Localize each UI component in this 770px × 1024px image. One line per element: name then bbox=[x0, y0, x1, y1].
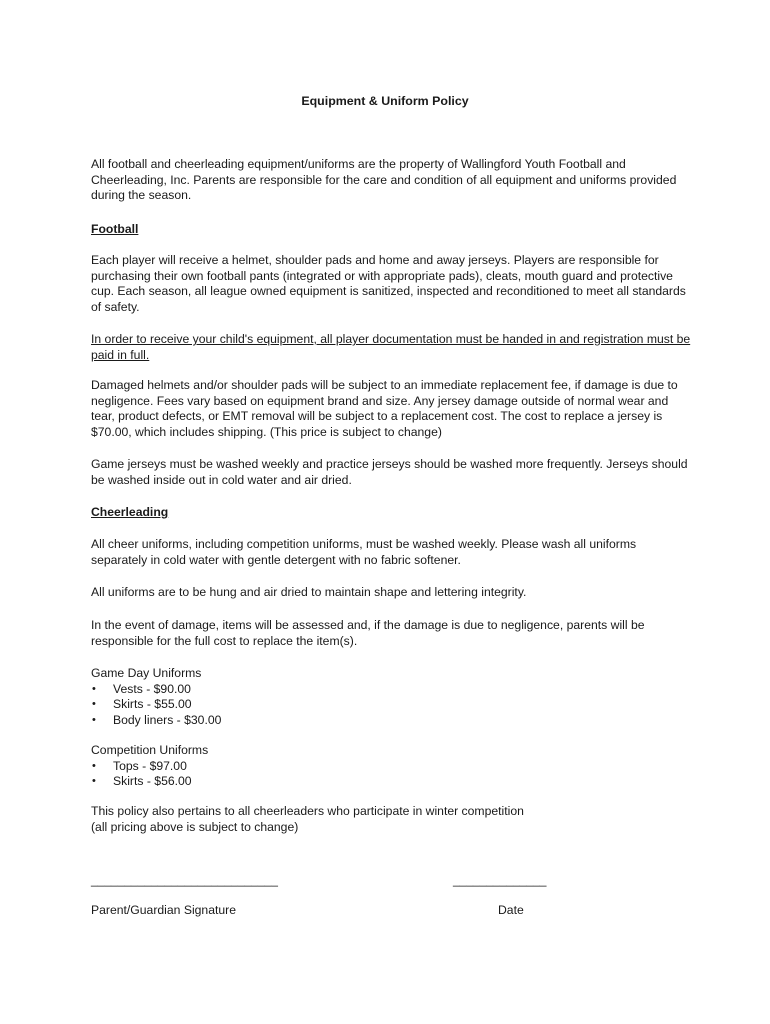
cheer-paragraph-washing: All cheer uniforms, including competition uniforms, must be washed weekly. Please wash all uniforms separately in cold water with gentle detergent with no fabric softener. bbox=[91, 537, 637, 567]
cheer-paragraph-drying: All uniforms are to be hung and air dried to maintain shape and lettering integrity. bbox=[91, 585, 527, 599]
date-label: Date bbox=[498, 903, 524, 917]
football-paragraph-equipment: Each player will receive a helmet, shoulder pads and home and away jerseys. Players are responsible for purchasing their own football pants (integrated or with appropriate pads), cleats, mouth guard and protective cup. Each season, all league owned equipment is sanitized, inspected and reconditioned to meet all standards of safety. bbox=[91, 253, 686, 314]
football-paragraph-documentation: In order to receive your child's equipment, all player documentation must be handed in and registration must be paid in full. bbox=[91, 332, 691, 362]
list-item: • Skirts - $55.00 bbox=[92, 697, 192, 711]
bullet-icon: • bbox=[92, 698, 96, 710]
winter-competition-note bbox=[91, 804, 691, 835]
list-item: • Vests - $90.00 bbox=[92, 681, 191, 696]
game-day-uniforms-label: Game Day Uniforms bbox=[91, 666, 202, 680]
intro-paragraph: All football and cheerleading equipment/uniforms are the property of Wallingford Youth Football and Cheerleading, Inc. Parents are responsible for the care and condition of all equipment and uniforms provided during the season. bbox=[91, 157, 677, 202]
bullet-icon: • bbox=[92, 759, 96, 772]
competition-uniforms-label: Competition Uniforms bbox=[91, 743, 209, 757]
competition-uniforms-section bbox=[91, 743, 691, 790]
football-paragraph-washing: Game jerseys must be washed weekly and practice jerseys should be washed more frequently. Jerseys should be washed inside out in cold water and air dried. bbox=[91, 457, 688, 487]
cheer-paragraph-damage: In the event of damage, items will be assessed and, if the damage is due to negligence, parents will be responsible for the full cost to replace the item(s). bbox=[91, 618, 645, 648]
parent-signature-label: Parent/Guardian Signature bbox=[91, 903, 236, 917]
list-item: • Tops - $97.00 bbox=[92, 758, 187, 773]
date-signature-line[interactable]: ______________ bbox=[453, 873, 547, 887]
winter-competition-line: This policy also pertains to all cheerleaders who participate in winter competition bbox=[91, 804, 524, 818]
bullet-icon: • bbox=[92, 682, 96, 695]
bullet-icon: • bbox=[92, 713, 96, 726]
parent-signature-line[interactable]: ____________________________ bbox=[91, 873, 278, 887]
list-item: • Body liners - $30.00 bbox=[92, 712, 222, 727]
list-item: • Skirts - $56.00 bbox=[92, 774, 192, 788]
football-heading: Football bbox=[91, 222, 139, 236]
football-paragraph-damage: Damaged helmets and/or shoulder pads will be subject to an immediate replacement fee, if damage is due to negligence. Fees vary based on equipment brand and size. Any jersey damage outside of normal wear and tear, product defects, or EMT removal will be subject to a replacement cost. The cost to replace a jersey is $70.00, which includes shipping. (This price is subject to change) bbox=[91, 378, 678, 439]
document-title: Equipment & Uniform Policy bbox=[301, 94, 469, 108]
game-day-uniforms-section bbox=[91, 666, 691, 728]
bullet-icon: • bbox=[92, 775, 96, 787]
pricing-subject-to-change: (all pricing above is subject to change) bbox=[91, 819, 299, 834]
cheerleading-heading: Cheerleading bbox=[91, 505, 169, 519]
game-day-uniforms-list bbox=[91, 682, 691, 729]
competition-uniforms-list bbox=[91, 759, 691, 790]
